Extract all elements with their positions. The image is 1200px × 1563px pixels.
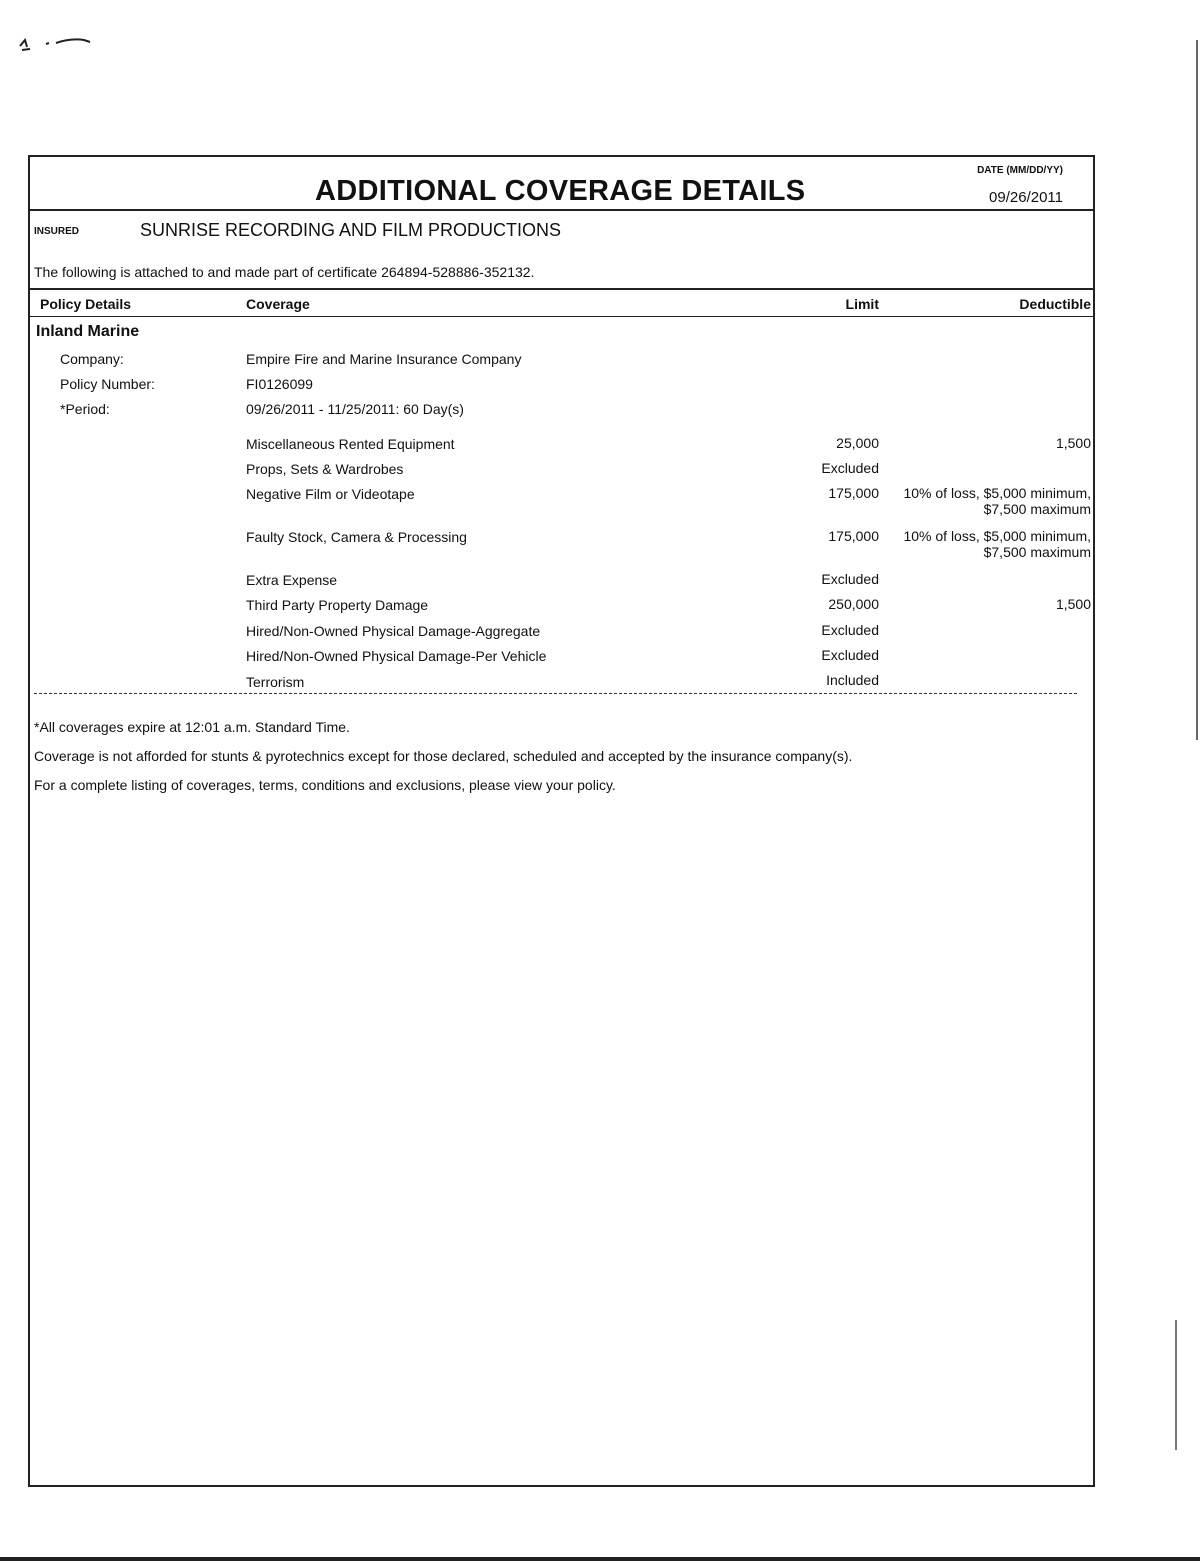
scan-edge-line: [1196, 40, 1198, 740]
coverage-limit: 25,000: [836, 435, 879, 451]
deductible-line: $7,500 maximum: [983, 544, 1091, 560]
coverage-limit: Excluded: [821, 460, 879, 476]
divider: [30, 288, 1093, 290]
coverage-deductible: [871, 435, 1091, 451]
date-value: 09/26/2011: [989, 189, 1063, 206]
detail-label: Company:: [60, 351, 124, 367]
column-header-policy-details: Policy Details: [40, 296, 132, 312]
scan-edge-line: [1175, 1320, 1177, 1450]
coverage-limit: Excluded: [821, 647, 879, 663]
detail-label: Policy Number:: [60, 376, 155, 392]
divider: [30, 316, 1093, 317]
footnote: Coverage is not afforded for stunts & pyrotechnics except for those declared, scheduled and accepted by the insurance company(s).: [34, 748, 853, 764]
page-title: ADDITIONAL COVERAGE DETAILS: [315, 175, 806, 207]
coverage-name: Faulty Stock, Camera & Processing: [246, 529, 467, 545]
coverage-name: Third Party Property Damage: [246, 597, 429, 613]
coverage-name: Miscellaneous Rented Equipment: [246, 436, 455, 452]
deductible-line: $7,500 maximum: [983, 501, 1091, 517]
detail-label: *Period:: [60, 401, 110, 417]
deductible-line: 1,500: [1055, 596, 1091, 612]
coverage-limit: Excluded: [821, 622, 879, 638]
coverage-name: Hired/Non-Owned Physical Damage-Aggregate: [246, 623, 541, 639]
coverage-details-form: [28, 155, 1095, 1487]
divider: [30, 209, 1093, 211]
coverage-name: Props, Sets & Wardrobes: [246, 461, 404, 477]
dashed-divider: [34, 693, 1077, 694]
detail-value: FI0126099: [246, 376, 313, 392]
column-header-deductible: Deductible: [1019, 296, 1091, 312]
section-title: Inland Marine: [36, 323, 140, 340]
footnote: For a complete listing of coverages, terms, conditions and exclusions, please view your policy.: [34, 777, 616, 793]
column-header-coverage: Coverage: [246, 296, 310, 312]
coverage-name: Hired/Non-Owned Physical Damage-Per Vehicle: [246, 648, 547, 664]
footnote: *All coverages expire at 12:01 a.m. Standard Time.: [34, 719, 350, 735]
coverage-limit: Included: [826, 672, 879, 688]
deductible-line: 10% of loss, $5,000 minimum,: [903, 485, 1091, 501]
detail-value: Empire Fire and Marine Insurance Company: [246, 351, 522, 367]
coverage-name: Extra Expense: [246, 572, 338, 588]
attachment-note: The following is attached to and made part of certificate 264894-528886-352132.: [34, 264, 535, 280]
detail-value: 09/26/2011 - 11/25/2011: 60 Day(s): [246, 401, 464, 417]
coverage-name: Terrorism: [246, 674, 305, 690]
coverage-limit: Excluded: [821, 571, 879, 587]
coverage-deductible: [871, 528, 1091, 560]
coverage-deductible: [871, 485, 1091, 517]
deductible-line: 10% of loss, $5,000 minimum,: [903, 528, 1091, 544]
coverage-limit: 175,000: [828, 528, 879, 544]
coverage-limit: 175,000: [828, 485, 879, 501]
coverage-deductible: [871, 596, 1091, 612]
deductible-line: 1,500: [1055, 435, 1091, 451]
scan-artifact-mark: [16, 30, 96, 54]
coverage-limit: 250,000: [828, 596, 879, 612]
insured-name: SUNRISE RECORDING AND FILM PRODUCTIONS: [140, 220, 562, 240]
insured-label: INSURED: [34, 226, 80, 237]
date-label: DATE (MM/DD/YY): [977, 165, 1063, 176]
coverage-name: Negative Film or Videotape: [246, 486, 415, 502]
scan-bottom-edge: [0, 1557, 1200, 1561]
column-header-limit: Limit: [845, 296, 879, 312]
